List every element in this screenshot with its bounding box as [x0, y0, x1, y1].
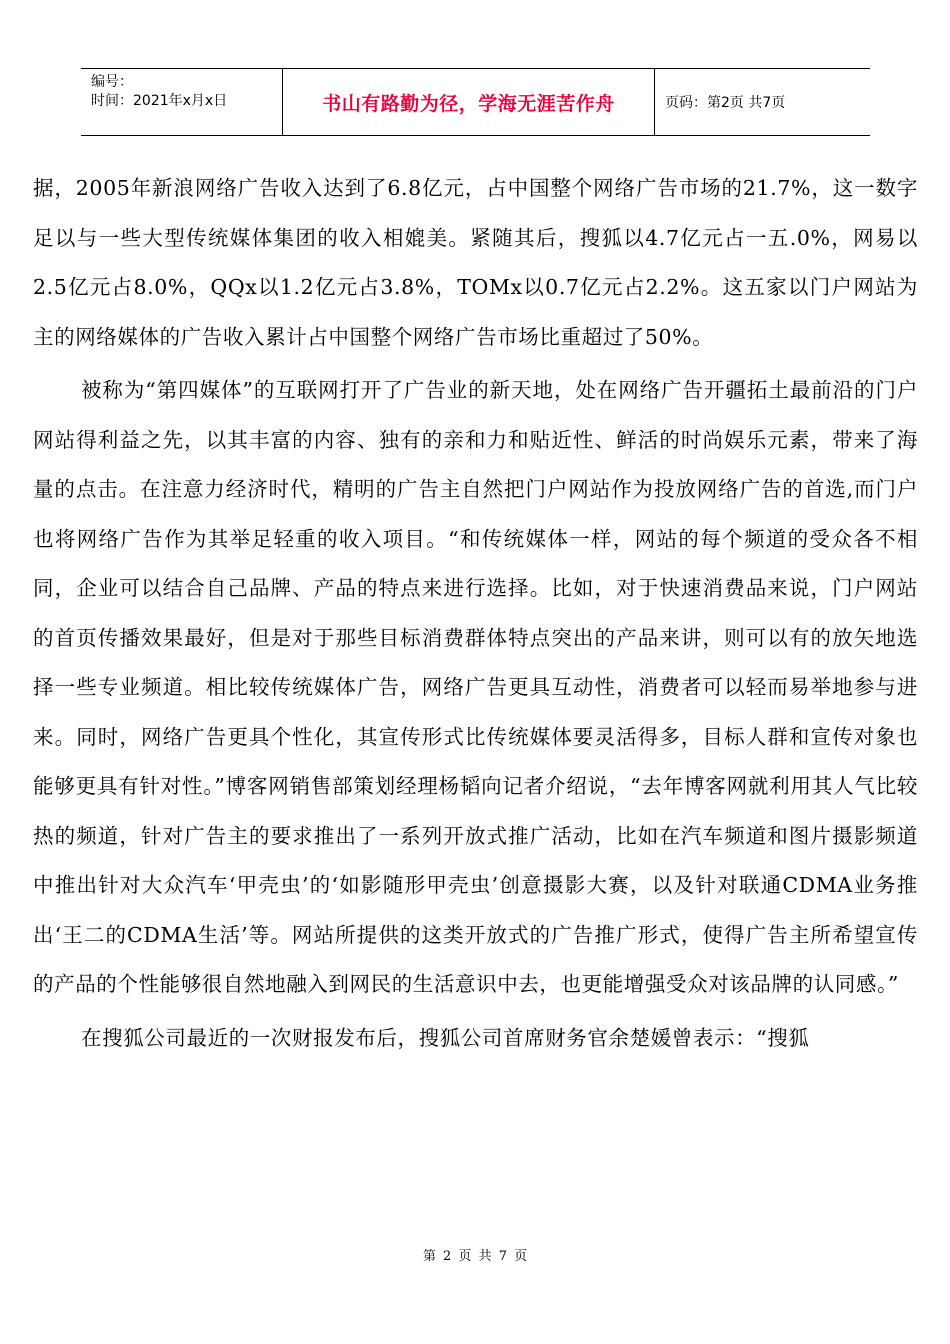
paragraph-2: 被称为“第四媒体”的互联网打开了广告业的新天地，处在网络广告开疆拓土最前沿的门户网站得利益之先，以其丰富的内容、独有的亲和力和贴近性、鲜活的时尚娱乐元素，带来了海量的点击。在注意力经济时代，精明的广告主自然把门户网站作为投放网络广告的首选,而门户也将网络广告作为其举足轻重的收入项目。“和传统媒体一样，网站的每个频道的受众各不相同，企业可以结合自己品牌、产品的特点来进行选择。比如，对于快速消费品来说，门户网站的首页传播效果最好，但是对于那些目标消费群体特点突出的产品来讲，则可以有的放矢地选择一些专业频道。相比较传统媒体广告，网络广告更具互动性，消费者可以轻而易举地参与进来。同时，网络广告更具个性化，其宣传形式比传统媒体要灵活得多，目标人群和宣传对象也能够更具有针对性。”博客网销售部策划经理杨韬向记者介绍说，“去年博客网就利用其人气比较热的频道，针对广告主的要求推出了一系列开放式推广活动，比如在汽车频道和图片摄影频道中推出针对大众汽车‘甲壳虫’的‘如影随形甲壳虫’创意摄影大赛，以及针对联通CDMA业务推出‘王二的CDMA生活’等。网站所提供的这类开放式的广告推广形式，使得广告主所希望宣传的产品的个性能够很自然地融入到网民的生活意识中去，也更能增强受众对该品牌的认同感。”: [33, 378, 918, 996]
time-label: 时间：2021年x月x日: [91, 93, 228, 109]
header-motto: 书山有路勤为径，学海无涯苦作舟: [283, 69, 655, 135]
header-meta: [81, 69, 283, 135]
header-page-info: 页码：第2页 共7页: [665, 95, 786, 111]
paragraph-3: 在搜狐公司最近的一次财报发布后，搜狐公司首席财务官余楚媛曾表示：“搜狐: [81, 1025, 810, 1050]
body-text: [33, 164, 918, 1063]
code-label: 编号：: [91, 74, 133, 90]
page-header: [81, 68, 870, 136]
page-footer: 第 2 页 共 7 页: [422, 1249, 528, 1264]
paragraph-1: 据，2005年新浪网络广告收入达到了6.8亿元，占中国整个网络广告市场的21.7%，这一数字足以与一些大型传统媒体集团的收入相媲美。紧随其后，搜狐以4.7亿元占一五.0%，网易以2.5亿元占8.0%，QQx以1.2亿元占3.8%，TOMx以0.7亿元占2.2%。这五家以门户网站为主的网络媒体的广告收入累计占中国整个网络广告市场比重超过了50%。: [33, 176, 918, 349]
